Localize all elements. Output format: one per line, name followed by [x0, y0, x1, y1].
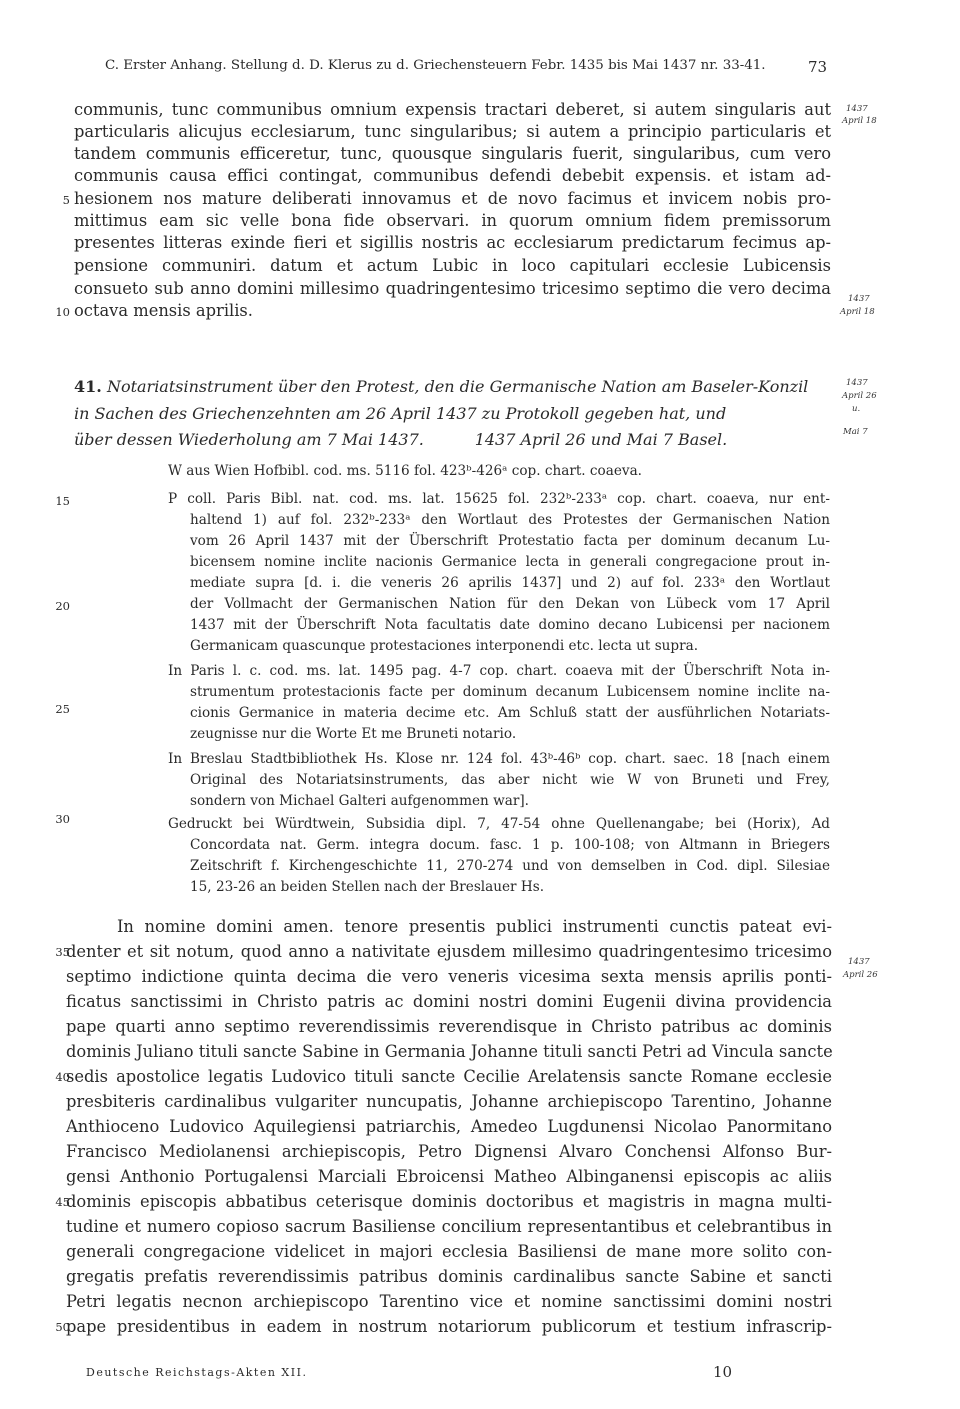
line-number: 40	[55, 1070, 70, 1084]
section-title-line: über dessen Wiederholung am 7 Mai 1437. 1437 April 26 und Mai 7 Basel.	[74, 430, 728, 449]
publication-footer: Deutsche Reichstags-Akten XII.	[86, 1366, 308, 1379]
line-number: 35	[55, 945, 70, 959]
body-line: Francisco Mediolanensi archiepiscopis, Petro Dignensi Alvaro Conchensi Alfonso Bur-	[66, 1142, 832, 1161]
source-line: Concordata nat. Germ. integra docum. fasc. 1 p. 100-108; von Altmann in Briegers	[190, 837, 830, 853]
text-line: hesionem nos mature deliberati innovamus et de novo facimus et invicem nobis pro-	[74, 189, 831, 208]
body-line: dominis Juliano tituli sancte Sabine in Germania Johanne tituli sancti Petri ad Vincula sancte	[66, 1042, 833, 1061]
margin-note: April 26	[842, 391, 877, 401]
line-number: 15	[55, 494, 70, 508]
source-line: vom 26 April 1437 mit der Überschrift Protestatio facta per dominum decanum Lu-	[190, 533, 830, 549]
margin-note: 1437	[846, 378, 868, 388]
source-line: haltend 1) auf fol. 232ᵇ-233ᵃ den Wortlaut des Protestes der Germanischen Nation	[190, 512, 830, 528]
body-line: In nomine domini amen. tenore presentis publici instrumenti cunctis pateat evi-	[117, 917, 832, 936]
source-line: In Breslau Stadtbibliothek Hs. Klose nr. 124 fol. 43ᵇ-46ᵇ cop. chart. saec. 18 [nach einem	[168, 751, 830, 767]
body-line: pape presidentibus in eadem in nostrum notariorum publicorum et testium infrascrip-	[66, 1317, 832, 1336]
line-number: 5	[62, 193, 70, 207]
text-line: communis, tunc communibus omnium expensis tractari deberet, si autem singularis aut	[74, 100, 831, 119]
sheet-number: 10	[713, 1363, 733, 1381]
line-number: 10	[55, 305, 70, 319]
source-line: bicensem nomine inclite nacionis Germanice lecta in generali congregacione prout in-	[190, 554, 830, 570]
source-line: Gedruckt bei Würdtwein, Subsidia dipl. 7, 47-54 ohne Quellenangabe; bei (Horix), Ad	[168, 816, 830, 832]
source-line: strumentum protestacionis facte per dominum decanum Lubicensem nomine inclite na-	[190, 684, 830, 700]
body-line: Anthioceno Ludovico Aquilegiensi patriarchis, Amedeo Lugdunensi Nicolao Panormitano	[66, 1117, 832, 1136]
section-title-line: Notariatsinstrument über den Protest, den die Germanische Nation am Baseler-Konzil	[106, 377, 809, 396]
body-line: tudine et numero copioso sacrum Basiliense concilium representantibus et celebrantibus in	[66, 1217, 832, 1236]
line-number: 20	[55, 599, 70, 613]
section-title	[74, 376, 808, 398]
body-line: septimo indictione quinta decima die vero veneris vicesima sexta mensis aprilis ponti-	[66, 967, 832, 986]
text-line: octava mensis aprilis.	[74, 301, 253, 320]
text-line: communis causa effici contingat, communibus defendi debebit expensis. et istam ad-	[74, 166, 831, 185]
source-line: In Paris l. c. cod. ms. lat. 1495 pag. 4-7 cop. chart. coaeva mit der Überschrift Nota in-	[168, 663, 830, 679]
text-line: particularis alicujus ecclesiarum, tunc singularibus; si autem a principio particularis et	[74, 122, 831, 141]
body-line: denter et sit notum, quod anno a nativitate ejusdem millesimo quadringentesimo tricesimo	[66, 942, 832, 961]
margin-note: April 18	[842, 116, 877, 126]
source-line: 1437 mit der Überschrift Nota facultatis date domino decano Lubicensi per nacionem	[190, 617, 830, 633]
page-number: 73	[808, 58, 828, 76]
source-line: P coll. Paris Bibl. nat. cod. ms. lat. 15625 fol. 232ᵇ-233ᵃ cop. chart. coaeva, nur ent-	[168, 491, 830, 507]
source-line: cionis Germanice in materia decime etc. Am Schluß statt der ausführlichen Notariats-	[190, 705, 830, 721]
line-number: 50	[55, 1320, 70, 1334]
body-line: dominis episcopis abbatibus ceterisque dominis doctoribus et magistris in magna multi-	[66, 1192, 832, 1211]
margin-note: 1437	[848, 957, 870, 967]
body-line: sedis apostolice legatis Ludovico tituli sancte Cecilie Arelatensis sancte Romane ecclesie	[66, 1067, 832, 1086]
body-line: Petri legatis necnon archiepiscopo Tarentino vice et nomine sanctissimi domini nostri	[66, 1292, 832, 1311]
source-line: Germanicam quascunque protestaciones interponendi etc. lecta ut supra.	[190, 638, 699, 654]
body-line: gensi Anthonio Portugalensi Marciali Ebroicensi Matheo Albinganensi episcopis ac aliis	[66, 1167, 832, 1186]
body-line: ficatus sanctissimi in Christo patris ac domini nostri domini Eugenii divina providencia	[66, 992, 832, 1011]
section-title-line: in Sachen des Griechenzehnten am 26 April 1437 zu Protokoll gegeben hat, und	[74, 404, 727, 423]
body-line: pape quarti anno septimo reverendissimis reverendisque in Christo patribus ac dominis	[66, 1017, 832, 1036]
source-line: zeugnisse nur die Worte Et me Bruneti notario.	[190, 726, 517, 742]
text-line: tandem communis efficeretur, tunc, quousque singularis fuerit, singularibus, cum vero	[74, 144, 831, 163]
source-line: sondern von Michael Galteri aufgenommen war].	[190, 793, 529, 809]
text-line: consueto sub anno domini millesimo quadringentesimo tricesimo septimo die vero decima	[74, 279, 831, 298]
source-line: mediate supra [d. i. die veneris 26 aprilis 1437] und 2) auf fol. 233ᵃ den Wortlaut	[190, 575, 830, 591]
source-line: Zeitschrift f. Kirchengeschichte 11, 270-274 und von demselben in Cod. dipl. Silesiae	[190, 858, 830, 874]
margin-note: Mai 7	[843, 427, 868, 437]
section-number: 41.	[74, 377, 102, 396]
source-line: Original des Notariatsinstruments, das aber nicht wie W von Bruneti und Frey,	[190, 772, 830, 788]
margin-note: April 26	[843, 970, 878, 980]
margin-note: April 18	[840, 307, 875, 317]
line-number: 45	[55, 1195, 70, 1209]
body-line: generali congregacione videlicet in majori ecclesia Basiliensi de mane more solito con-	[66, 1242, 832, 1261]
source-line: W aus Wien Hofbibl. cod. ms. 5116 fol. 423ᵇ-426ᵃ cop. chart. coaeva.	[168, 463, 642, 479]
running-header: C. Erster Anhang. Stellung d. D. Klerus zu d. Griechensteuern Febr. 1435 bis Mai 1437 nr. 33-41.	[105, 58, 766, 73]
body-line: gregatis prefatis reverendissimis patribus dominis cardinalibus sancte Sabine et sancti	[66, 1267, 832, 1286]
source-line: der Vollmacht der Germanischen Nation für den Dekan von Lübeck vom 17 April	[190, 596, 830, 612]
source-line: 15, 23-26 an beiden Stellen nach der Breslauer Hs.	[190, 879, 545, 895]
margin-note: u.	[852, 404, 861, 414]
text-line: pensione communiri. datum et actum Lubic in loco capitulari ecclesie Lubicensis	[74, 256, 831, 275]
margin-note: 1437	[846, 104, 868, 114]
line-number: 25	[55, 702, 70, 716]
body-line: presbiteris cardinalibus vulgariter nuncupatis, Johanne archiepiscopo Tarentino, Johanne	[66, 1092, 832, 1111]
text-line: presentes litteras exinde fieri et sigillis nostris ac ecclesiarum predictarum fecimus ap-	[74, 233, 831, 252]
line-number: 30	[55, 812, 70, 826]
text-line: mittimus eam sic velle bona fide observari. in quorum omnium fidem premissorum	[74, 211, 831, 230]
margin-note: 1437	[848, 294, 870, 304]
